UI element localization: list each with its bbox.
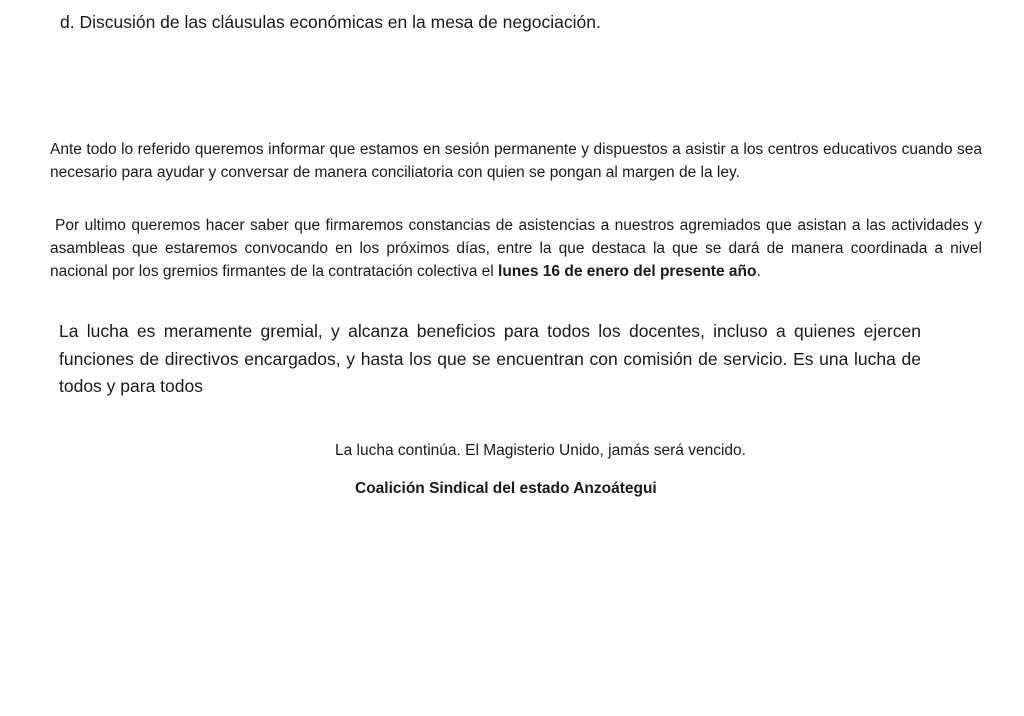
highlighted-date: lunes 16 de enero del presente año (498, 263, 757, 280)
list-item-d: d. Discusión de las cláusulas económicas en la mesa de negociación. (60, 12, 601, 32)
paragraph-session-permanent: Ante todo lo referido queremos informar que estamos en sesión permanente y dispuestos a asistir a los centros educativos cuando sea necesario para ayudar y conversar de manera conciliatoria con quien se pongan al margen de la ley. (50, 141, 982, 181)
paragraph-attendance-end: . (756, 263, 761, 280)
paragraph-union-struggle: La lucha es meramente gremial, y alcanza beneficios para todos los docentes, incluso a quienes ejercen funciones de directivos encargados, y hasta los que se encuentran con comisión de servicio. Es una lucha de todos y para todos (59, 321, 921, 396)
signature-coalition: Coalición Sindical del estado Anzoátegui (355, 480, 657, 497)
paragraph-attendance-certificates (50, 214, 982, 283)
closing-slogan: La lucha continúa. El Magisterio Unido, jamás será vencido. (335, 442, 746, 459)
paragraph-attendance-text: Por ultimo queremos hacer saber que firmaremos constancias de asistencias a nuestros agremiados que asistan a las actividades y asambleas que estaremos convocando en los próximos días, entre la que destaca la que se dará de manera coordinada a nivel nacional por los gremios firmantes de la contratación colectiva el (50, 217, 982, 280)
